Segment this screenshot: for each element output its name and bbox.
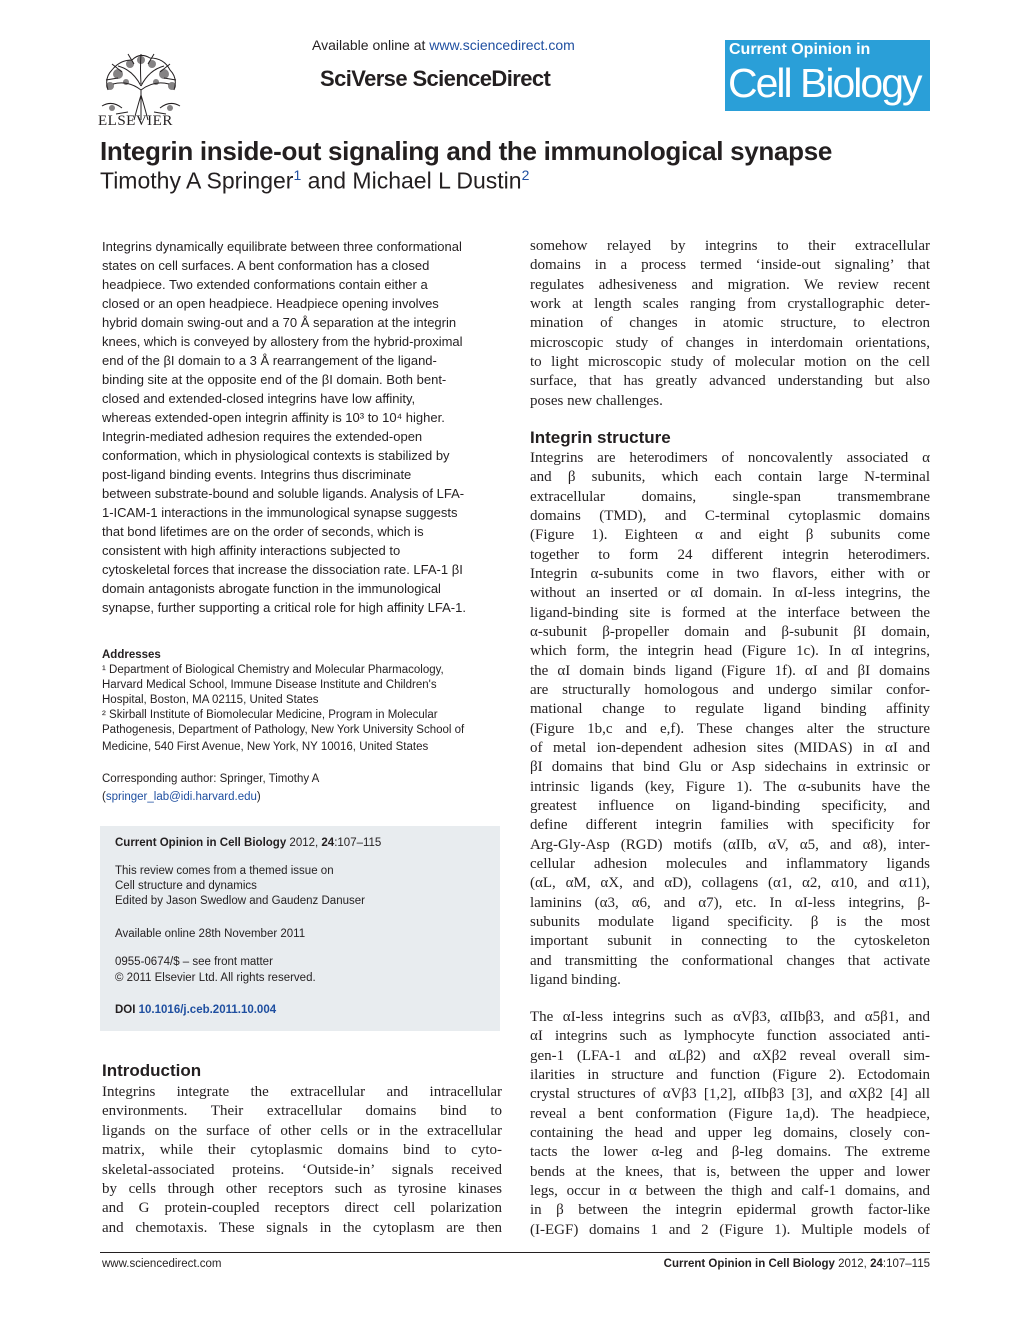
- body-line: cellular adhesion molecules and inflammatory ligands: [530, 856, 930, 872]
- body-line: skeletal-associated proteins. ‘Outside-in’ signals received: [102, 1162, 502, 1178]
- body-line: and G protein-coupled receptors direct cell polarization: [102, 1200, 502, 1216]
- footer-citation: [664, 1258, 930, 1270]
- abstract-line: knees, which is conveyed by allostery from the hybrid-proximal: [102, 334, 463, 349]
- body-line: poses new challenges.: [530, 393, 663, 409]
- body-line: tacts the lower α-leg and β-leg domains. The extreme: [530, 1144, 930, 1160]
- body-line: in β between the integrin epidermal growth factor-like: [530, 1202, 930, 1218]
- journal-title-top: Current Opinion in: [729, 41, 871, 58]
- body-line: and transmitting the conformational changes that activate: [530, 953, 930, 969]
- body-line: αI integrins such as lymphocyte function associated anti-: [530, 1028, 930, 1044]
- body-line: matrix, while their cytoplasmic domains bind to cyto-: [102, 1142, 502, 1158]
- introduction-heading: Introduction: [102, 1061, 202, 1080]
- abstract-line: headpiece. Two extended conformations contain either a: [102, 277, 428, 292]
- address-line: Medicine, 540 First Avenue, New York, NY 10016, United States: [102, 741, 429, 753]
- body-line: of metal ion-dependent adhesion sites (MIDAS) in αI and: [530, 740, 930, 756]
- author-1-affiliation[interactable]: 1: [293, 167, 302, 183]
- address-line: Hospital, Boston, MA 02115, United States: [102, 694, 319, 706]
- body-line: ilarities in structure and function (Figure 2). Ectodomain: [530, 1067, 930, 1083]
- footer-divider: [100, 1252, 930, 1253]
- journal-title-main: Cell Biology: [728, 60, 921, 106]
- info-copyright: © 2011 Elsevier Ltd. All rights reserved.: [115, 972, 316, 984]
- body-line: are structurally homologous and undergo similar confor-: [530, 682, 930, 698]
- doi-link[interactable]: 10.1016/j.ceb.2011.10.004: [138, 1004, 277, 1016]
- info-volume: 24: [321, 837, 335, 849]
- email-line: (springer_lab@idi.harvard.edu): [102, 791, 261, 803]
- abstract-line: synapse, further supporting a critical role for high affinity LFA-1.: [102, 600, 466, 615]
- body-line: the αI domain binds ligand (Figure 1f). αI and βI domains: [530, 663, 930, 679]
- body-line: mational change to regulate ligand binding affinity: [530, 701, 930, 717]
- address-line: ² Skirball Institute of Biomolecular Medicine, Program in Molecular: [102, 709, 438, 721]
- info-editors: Edited by Jason Swedlow and Gaudenz Danuser: [115, 895, 365, 907]
- article-title: Integrin inside-out signaling and the immunological synapse: [100, 136, 833, 166]
- footer-year: 2012,: [834, 1258, 871, 1270]
- platform-name: SciVerse ScienceDirect: [320, 66, 551, 91]
- abstract-line: that bond lifetimes are on the order of seconds, which is: [102, 524, 424, 539]
- body-line: Integrin α-subunits come in two flavors, either with or: [530, 566, 930, 582]
- body-line: ligand-binding site is formed at the interface between the: [530, 605, 930, 621]
- body-line: define different integrin families with specificity for: [530, 817, 930, 833]
- footer-pages: :107–115: [882, 1258, 930, 1270]
- info-year: 2012,: [286, 837, 322, 849]
- body-line: laminins (α3, α6, and α7), etc. In αI-less integrins, β-: [530, 895, 930, 911]
- body-line: domains (TMD), and C-terminal cytoplasmic domains: [530, 508, 930, 524]
- body-line: legs, occur in α between the thigh and calf-1 domains, and: [530, 1183, 930, 1199]
- address-line: ¹ Department of Biological Chemistry and Molecular Pharmacology,: [102, 664, 444, 676]
- body-line: regulates adhesiveness and migration. We review recent: [530, 277, 930, 293]
- abstract-line: closed and extended-closed integrins have low affinity,: [102, 391, 416, 406]
- footer-website[interactable]: www.sciencedirect.com: [102, 1258, 222, 1270]
- body-line: α-subunit β-propeller domain and β-subunit βI domain,: [530, 624, 930, 640]
- abstract-line: consistent with high affinity interactions subjected to: [102, 543, 401, 558]
- info-theme-line: This review comes from a themed issue on: [115, 865, 334, 877]
- abstract-line: states on cell surfaces. A bent conformation has a closed: [102, 258, 430, 273]
- addresses-heading: Addresses: [102, 649, 161, 661]
- body-line: (I-EGF) domains 1 and 2 (Figure 1). Multiple models of: [530, 1222, 930, 1238]
- body-line: The αI-less integrins such as αVβ3, αIIbβ3, and α5β1, and: [530, 1009, 930, 1025]
- body-line: mination of changes in atomic structure, to electron: [530, 315, 930, 331]
- abstract-line: Integrin-mediated adhesion requires the extended-open: [102, 429, 423, 444]
- body-line: microscopic study of changes in interdomain orientations,: [530, 335, 930, 351]
- abstract-line: cytoskeletal forces that increase the dissociation rate. LFA-1 βI: [102, 562, 463, 577]
- author-2-affiliation[interactable]: 2: [521, 167, 530, 183]
- body-line: intrinsic ligands (key, Figure 1). The α-subunits have the: [530, 779, 930, 795]
- address-line: Pathogenesis, Department of Pathology, New York University School of: [102, 724, 465, 736]
- body-line: ligand binding.: [530, 972, 621, 988]
- available-online-line: [312, 37, 575, 53]
- info-available-date: Available online 28th November 2011: [115, 928, 306, 940]
- abstract-line: Integrins dynamically equilibrate between three conformational: [102, 239, 462, 254]
- abstract-line: between substrate-bound and soluble ligands. Analysis of LFA-: [102, 486, 465, 501]
- abstract-line: end of the βI domain to a 3 Å rearrangement of the ligand-: [102, 353, 437, 368]
- body-line: extracellular domains, single-span transmembrane: [530, 489, 930, 505]
- author-2: and Michael L Dustin: [301, 167, 522, 194]
- body-line: which form, the integrin head (Figure 1c). In αI integrins,: [530, 643, 930, 659]
- body-line: βI domains that bind Glu or Asp sidechains in extrinsic or: [530, 759, 930, 775]
- body-line: gen-1 (LFA-1 and αLβ2) and αXβ2 reveal overall sim-: [530, 1048, 930, 1064]
- body-line: environments. Their extracellular domains bind to: [102, 1103, 502, 1119]
- corresponding-author: Corresponding author: Springer, Timothy A: [102, 773, 320, 785]
- info-pages: :107–115: [334, 837, 382, 849]
- body-line: work at length scales ranging from crystallographic deter-: [530, 296, 930, 312]
- article-info-box: [100, 826, 500, 1031]
- abstract-line: conformation, which in physiological contexts is stabilized by: [102, 448, 450, 463]
- body-line: crystal structures of αVβ3 [1,2], αIIbβ3 [3], and αXβ2 [4] all: [530, 1086, 930, 1102]
- body-line: greatest influence on ligand-binding specificity, and: [530, 798, 930, 814]
- body-line: together to form 24 different integrin heterodimers.: [530, 547, 930, 563]
- body-line: subunits modulate ligand specificity. β is the most: [530, 914, 930, 930]
- body-line: somehow relayed by integrins to their extracellular: [530, 238, 930, 254]
- integrin-structure-heading: Integrin structure: [530, 428, 671, 447]
- body-line: Integrins are heterodimers of noncovalently associated α: [530, 450, 930, 466]
- info-issn: 0955-0674/$ – see front matter: [115, 956, 273, 968]
- body-line: (αL, αM, αX, and αD), collagens (α1, α2, α10, and α11),: [530, 875, 930, 891]
- body-line: to light microscopic study of molecular motion on the cell: [530, 354, 930, 370]
- abstract-line: binding site at the opposite end of the βI domain. Both bent-: [102, 372, 447, 387]
- footer-journal: Current Opinion in Cell Biology: [663, 1258, 835, 1270]
- journal-logo-box: [725, 40, 930, 111]
- abstract-line: post-ligand binding events. Integrins thus discriminate: [102, 467, 412, 482]
- email-link[interactable]: springer_lab@idi.harvard.edu: [105, 791, 257, 803]
- body-line: Integrins integrate the extracellular and intracellular: [102, 1084, 502, 1100]
- abstract-line: 1-ICAM-1 interactions in the immunological synapse suggests: [102, 505, 458, 520]
- body-line: surface, that has greatly advanced understanding but also: [530, 373, 930, 389]
- abstract-line: hybrid domain swing-out and a 70 Å separation at the integrin: [102, 315, 457, 330]
- author-line: [100, 167, 529, 195]
- body-line: without an inserted or αI domain. In αI-less integrins, the: [530, 585, 930, 601]
- body-line: Arg-Gly-Asp (RGD) motifs (αIIb, αV, α5, and α8), inter-: [530, 837, 930, 853]
- body-line: by cells through other receptors such as tyrosine kinases: [102, 1181, 502, 1197]
- footer-volume: 24: [870, 1258, 883, 1270]
- abstract-line: domain antagonists abrogate function in the immunological: [102, 581, 441, 596]
- info-citation: [115, 836, 381, 851]
- body-line: containing the head and upper leg domains, closely con-: [530, 1125, 930, 1141]
- body-line: and chemotaxis. These signals in the cytoplasm are then: [102, 1220, 502, 1236]
- address-line: Harvard Medical School, Immune Disease Institute and Children's: [102, 679, 437, 691]
- available-prefix: Available online at: [312, 37, 430, 53]
- info-journal: Current Opinion in Cell Biology: [115, 837, 287, 849]
- info-theme-line: Cell structure and dynamics: [115, 880, 257, 892]
- body-line: bends at the knees, that is, between the upper and lower: [530, 1164, 930, 1180]
- abstract-line: whereas extended-open integrin affinity is 10³ to 10⁴ higher.: [102, 410, 445, 425]
- info-doi: [115, 1003, 276, 1018]
- body-line: ligands on the surface of other cells or in the extracellular: [102, 1123, 502, 1139]
- body-line: and β subunits, which each contain large N-terminal: [530, 469, 930, 485]
- body-line: (Figure 1b,c and e,f). These changes alter the structure: [530, 721, 930, 737]
- body-line: reveal a bent conformation (Figure 1a,d). The headpiece,: [530, 1106, 930, 1122]
- publisher-name: ELSEVIER: [98, 113, 173, 129]
- abstract-line: closed or an open headpiece. Headpiece opening involves: [102, 296, 439, 311]
- doi-label: DOI: [115, 1004, 139, 1016]
- author-1: Timothy A Springer: [100, 167, 294, 194]
- sciencedirect-link[interactable]: www.sciencedirect.com: [429, 37, 575, 53]
- body-line: (Figure 1). Eighteen α and eight β subunits come: [530, 527, 930, 543]
- body-line: important subunit in connecting to the cytoskeleton: [530, 933, 930, 949]
- body-line: domains in a process termed ‘inside-out signaling’ that: [530, 257, 930, 273]
